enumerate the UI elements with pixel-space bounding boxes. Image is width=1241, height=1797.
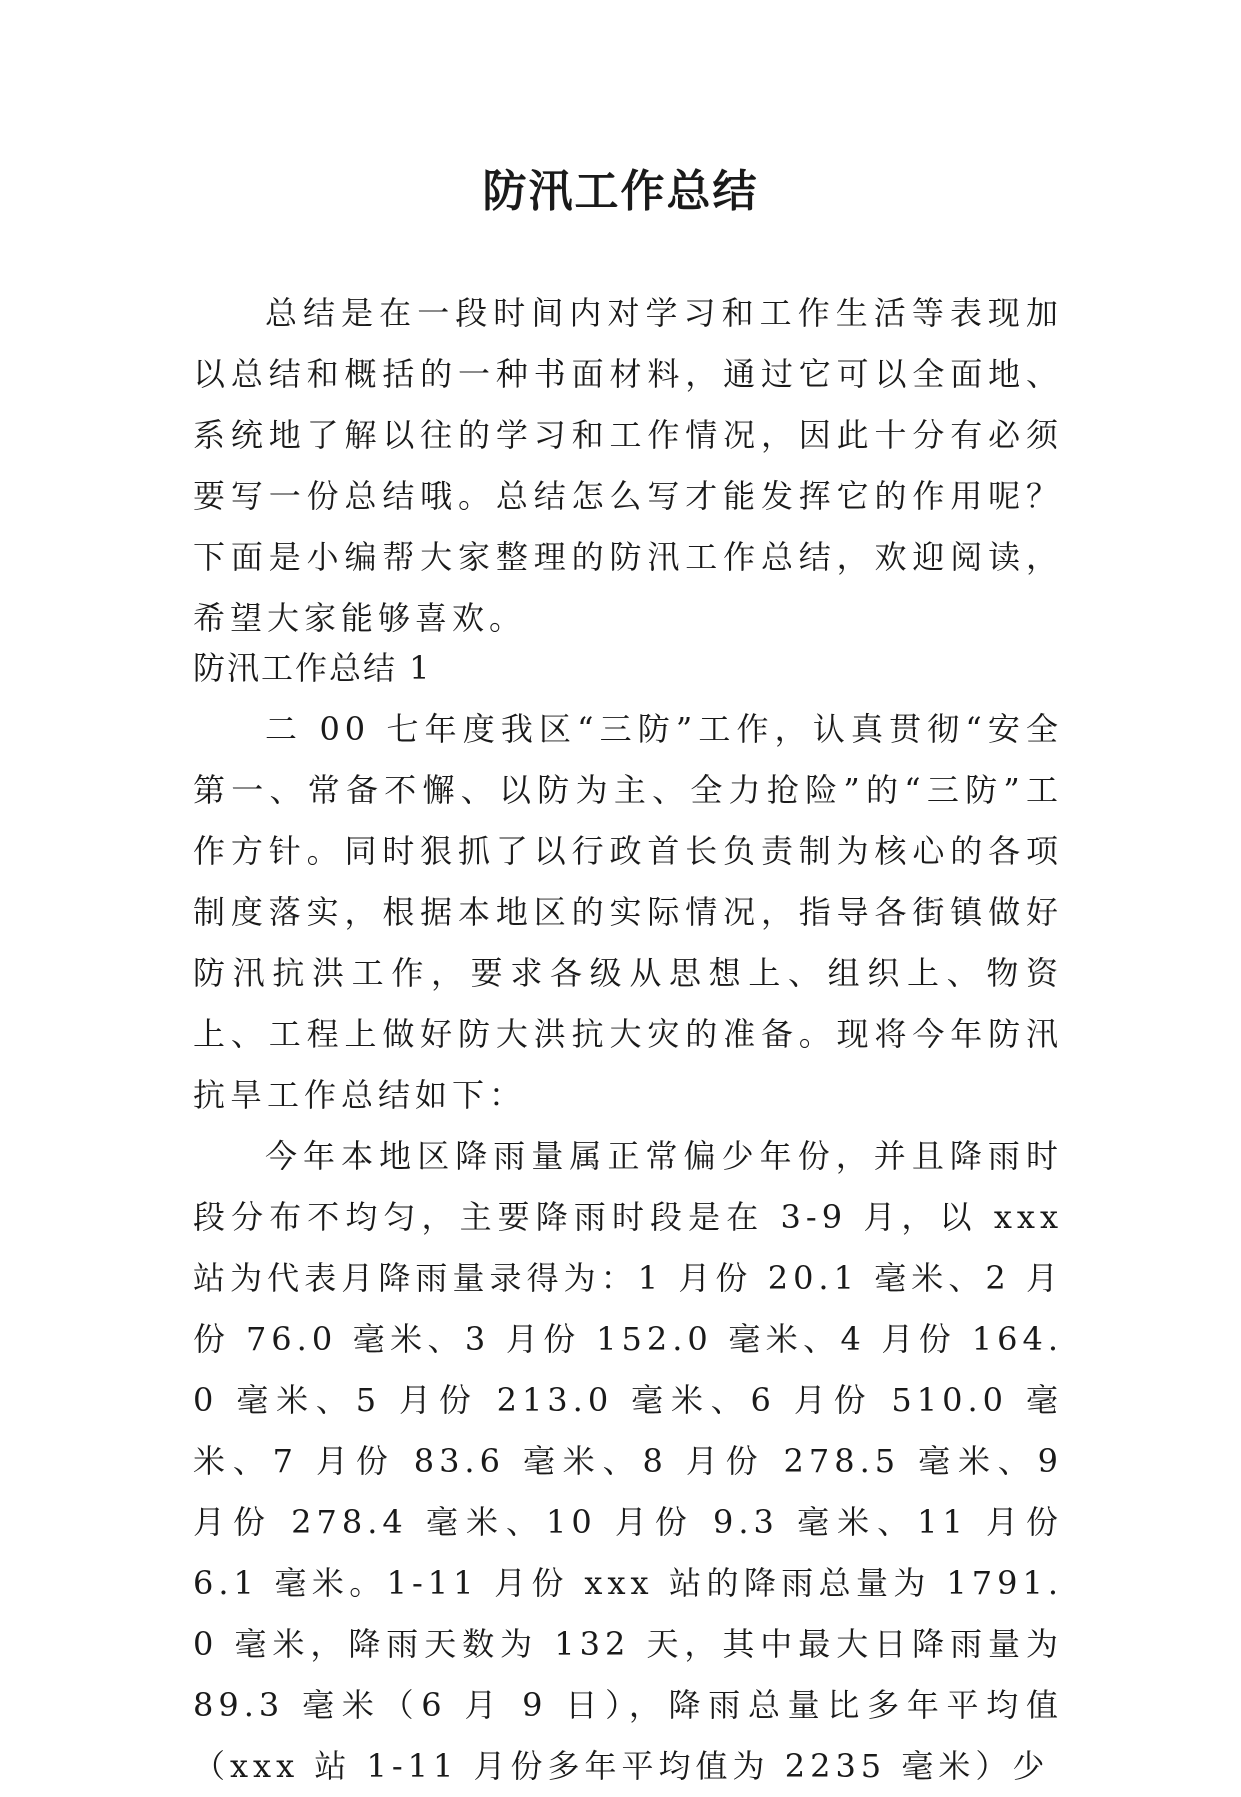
intro-section bbox=[193, 283, 1063, 649]
document-title: 防汛工作总结 bbox=[482, 166, 759, 217]
section-1 bbox=[193, 638, 1063, 1797]
section-1-paragraph-2: 今年本地区降雨量属正常偏少年份，并且降雨时段分布不均匀，主要降雨时段是在 3-9 月，以 xxx 站为代表月降雨量录得为：1 月份 20.1 毫米、2 月份 76.0 毫米、3 月份 152.0 毫米、4 月份 164.0 毫米、5 月份 213.0 毫米、6 月份 510.0 毫米、7 月份 83.6 毫米、8 月份 278.5 毫米、9 月份 278.4 毫米、10 月份 9.3 毫米、11 月份 6.1 毫米。1-11 月份 xxx 站的降雨总量为 1791.0 毫米，降雨天数为 132 天，其中最大日降雨量为 89.3 毫米（6 月 9 日），降雨总量比多年平均值（xxx 站 1-11 月份多年平均值为 2235 毫米）少 bbox=[193, 1137, 1063, 1785]
intro-paragraph: 总结是在一段时间内对学习和工作生活等表现加以总结和概括的一种书面材料，通过它可以全面地、系统地了解以往的学习和工作情况，因此十分有必须要写一份总结哦。总结怎么写才能发挥它的作用呢？下面是小编帮大家整理的防汛工作总结，欢迎阅读，希望大家能够喜欢。 bbox=[193, 294, 1063, 637]
section-1-paragraph-1: 二 00 七年度我区“三防”工作，认真贯彻“安全第一、常备不懈、以防为主、全力抢险”的“三防”工作方针。同时狠抓了以行政首长负责制为核心的各项制度落实，根据本地区的实际情况，指导各街镇做好防汛抗洪工作，要求各级从思想上、组织上、物资上、工程上做好防大洪抗大灾的准备。现将今年防汛抗旱工作总结如下： bbox=[193, 710, 1063, 1114]
section-1-heading: 防汛工作总结 1 bbox=[193, 649, 432, 687]
